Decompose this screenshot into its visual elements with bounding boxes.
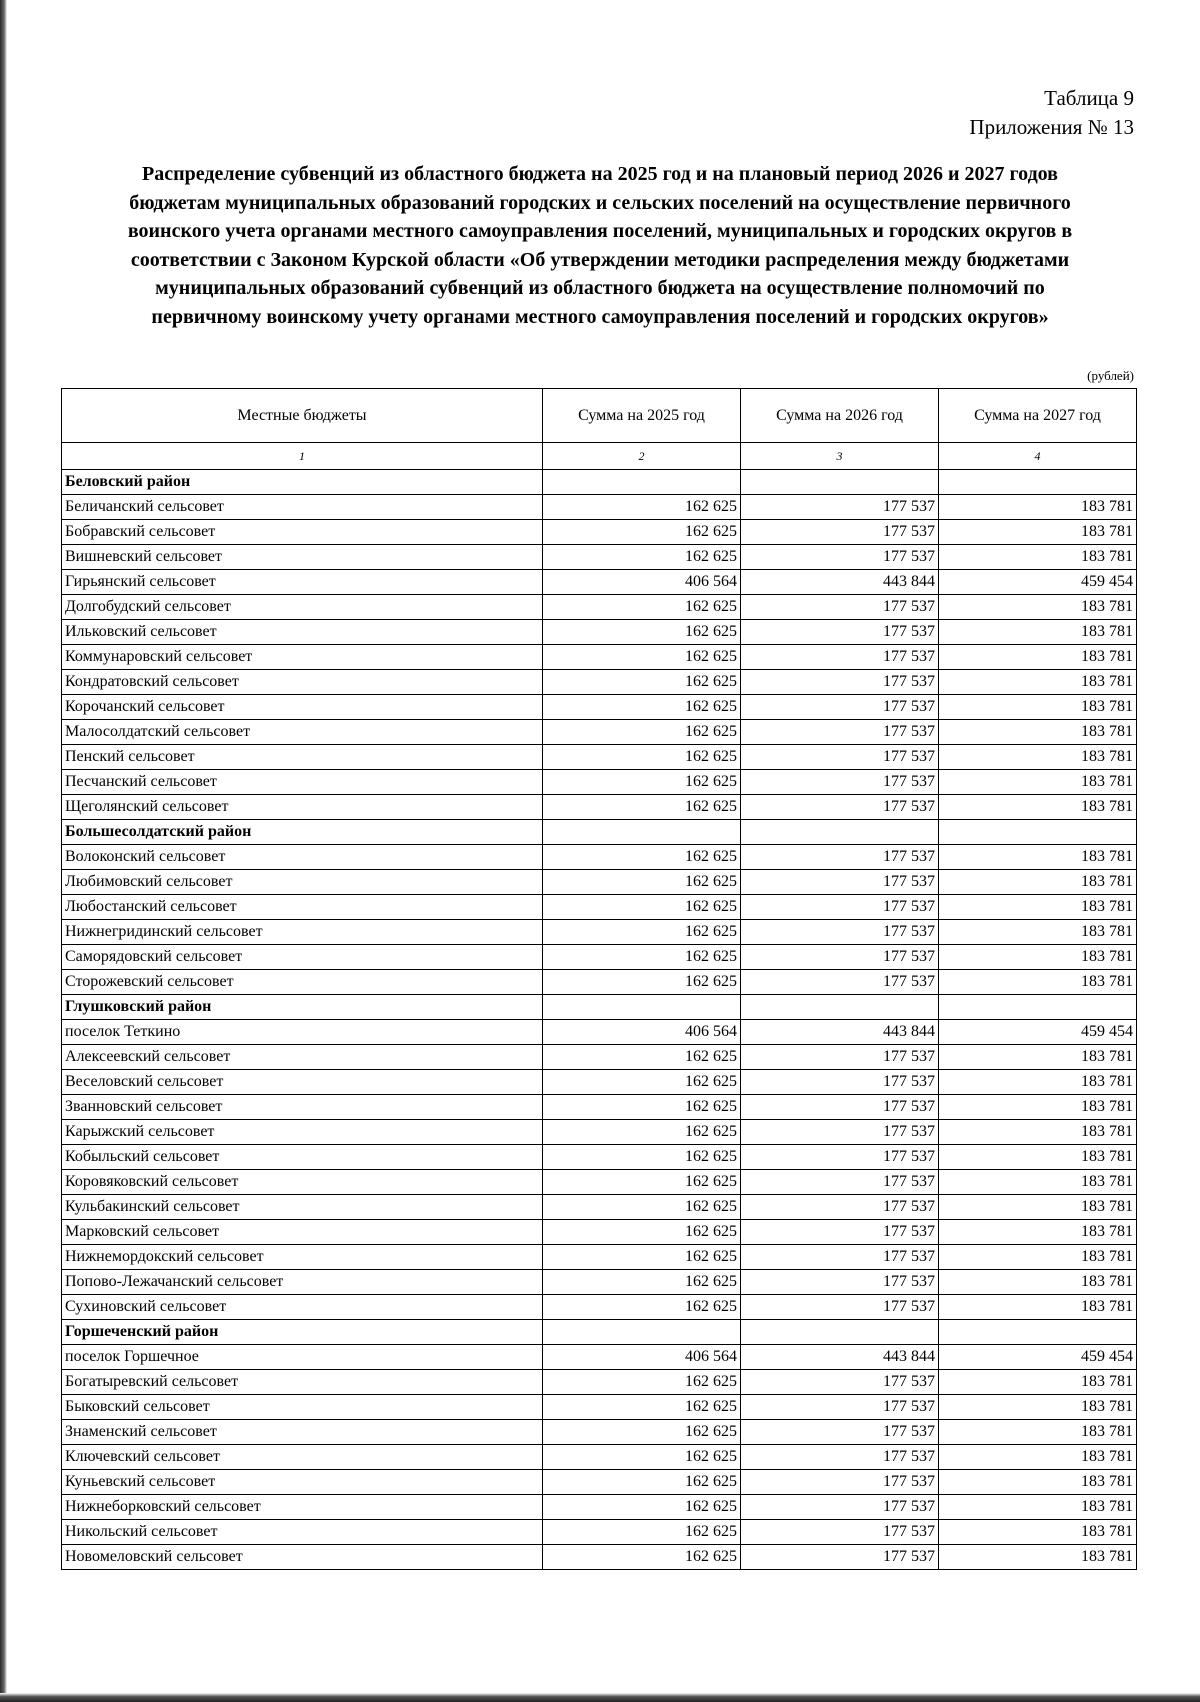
table-row: [62, 520, 1137, 545]
table-row: [62, 1020, 1137, 1045]
table-row: [62, 545, 1137, 570]
sum-2027-cell: 183 781: [939, 670, 1137, 695]
sum-2026-cell: 177 537: [741, 1470, 939, 1495]
budget-name-cell: Саморядовский сельсовет: [62, 945, 543, 970]
sum-2026-cell: 177 537: [741, 545, 939, 570]
sum-2025-cell: 162 625: [543, 1545, 741, 1570]
sum-2027-cell: [939, 470, 1137, 495]
district-row: [62, 820, 1137, 845]
table-row: [62, 1170, 1137, 1195]
sum-2026-cell: 177 537: [741, 1095, 939, 1120]
table-row: [62, 1145, 1137, 1170]
budget-name-cell: Алексеевский сельсовет: [62, 1045, 543, 1070]
table-row: [62, 1070, 1137, 1095]
sum-2026-cell: 177 537: [741, 1220, 939, 1245]
table-row: [62, 795, 1137, 820]
sum-2026-cell: 177 537: [741, 1495, 939, 1520]
sum-2026-cell: 177 537: [741, 1270, 939, 1295]
sum-2026-cell: 177 537: [741, 1395, 939, 1420]
table-row: [62, 1095, 1137, 1120]
sum-2025-cell: 162 625: [543, 920, 741, 945]
sum-2027-cell: 183 781: [939, 545, 1137, 570]
budget-name-cell: Никольский сельсовет: [62, 1520, 543, 1545]
sum-2027-cell: 183 781: [939, 1120, 1137, 1145]
sum-2027-cell: 183 781: [939, 945, 1137, 970]
budget-name-cell: Сухиновский сельсовет: [62, 1295, 543, 1320]
sum-2025-cell: 162 625: [543, 1270, 741, 1295]
appendix-number: Приложения № 13: [969, 115, 1134, 139]
sum-2025-cell: 162 625: [543, 620, 741, 645]
sum-2025-cell: 162 625: [543, 1070, 741, 1095]
sum-2027-cell: 183 781: [939, 1245, 1137, 1270]
sum-2025-cell: 162 625: [543, 1370, 741, 1395]
sum-2025-cell: [543, 820, 741, 845]
sum-2026-cell: 443 844: [741, 1345, 939, 1370]
budget-name-cell: Бобравский сельсовет: [62, 520, 543, 545]
budget-name-cell: поселок Теткино: [62, 1020, 543, 1045]
table-row: [62, 1270, 1137, 1295]
title-line: бюджетам муниципальных образований городских и сельских поселений на осуществление первичного: [129, 191, 1071, 214]
sum-2025-cell: 162 625: [543, 545, 741, 570]
column-number: 1: [62, 443, 543, 470]
sum-2026-cell: 177 537: [741, 1445, 939, 1470]
sum-2026-cell: 177 537: [741, 1170, 939, 1195]
sum-2025-cell: 162 625: [543, 970, 741, 995]
sum-2025-cell: 406 564: [543, 1020, 741, 1045]
budget-name-cell: Куньевский сельсовет: [62, 1470, 543, 1495]
table-row: [62, 1395, 1137, 1420]
sum-2025-cell: 162 625: [543, 795, 741, 820]
sum-2026-cell: 177 537: [741, 945, 939, 970]
sum-2027-cell: [939, 1320, 1137, 1345]
sum-2025-cell: 162 625: [543, 720, 741, 745]
sum-2027-cell: 183 781: [939, 920, 1137, 945]
sum-2025-cell: 162 625: [543, 1470, 741, 1495]
sum-2027-cell: 183 781: [939, 1295, 1137, 1320]
table-row: [62, 645, 1137, 670]
sum-2026-cell: 177 537: [741, 895, 939, 920]
sum-2026-cell: 177 537: [741, 620, 939, 645]
budget-name-cell: Большесолдатский район: [62, 820, 543, 845]
district-row: [62, 1320, 1137, 1345]
table-row: [62, 870, 1137, 895]
table-row: [62, 845, 1137, 870]
table-row: [62, 1220, 1137, 1245]
sum-2026-cell: 177 537: [741, 845, 939, 870]
table-row: [62, 770, 1137, 795]
sum-2027-cell: 183 781: [939, 1520, 1137, 1545]
sum-2026-cell: 177 537: [741, 1520, 939, 1545]
table-row: [62, 745, 1137, 770]
sum-2027-cell: 183 781: [939, 1095, 1137, 1120]
sum-2027-cell: 459 454: [939, 570, 1137, 595]
column-number: 4: [939, 443, 1137, 470]
sum-2025-cell: 162 625: [543, 645, 741, 670]
table-row: [62, 720, 1137, 745]
table-row: [62, 1295, 1137, 1320]
sum-2027-cell: 183 781: [939, 1470, 1137, 1495]
budget-name-cell: Быковский сельсовет: [62, 1395, 543, 1420]
title-line: соответствии с Законом Курской области «Об утверждении методики распределения между бюджетами: [130, 248, 1070, 271]
scan-edge-bottom: [0, 1693, 1200, 1702]
table-row: [62, 1045, 1137, 1070]
budget-name-cell: Знаменский сельсовет: [62, 1420, 543, 1445]
table-row: [62, 1370, 1137, 1395]
header-sum-2025: Сумма на 2025 год: [543, 389, 741, 443]
sum-2026-cell: 177 537: [741, 970, 939, 995]
sum-2026-cell: 177 537: [741, 695, 939, 720]
sum-2025-cell: 162 625: [543, 1195, 741, 1220]
sum-2025-cell: 406 564: [543, 1345, 741, 1370]
table-row: [62, 495, 1137, 520]
budget-table: [61, 388, 1137, 1570]
table-row: [62, 570, 1137, 595]
sum-2025-cell: 162 625: [543, 670, 741, 695]
sum-2027-cell: 183 781: [939, 1545, 1137, 1570]
sum-2025-cell: 162 625: [543, 595, 741, 620]
sum-2025-cell: 162 625: [543, 520, 741, 545]
budget-name-cell: Нижнеборковский сельсовет: [62, 1495, 543, 1520]
sum-2026-cell: 177 537: [741, 1370, 939, 1395]
sum-2025-cell: 162 625: [543, 1245, 741, 1270]
sum-2026-cell: 177 537: [741, 745, 939, 770]
sum-2025-cell: 162 625: [543, 1120, 741, 1145]
sum-2026-cell: [741, 995, 939, 1020]
sum-2025-cell: 162 625: [543, 1445, 741, 1470]
sum-2027-cell: 183 781: [939, 520, 1137, 545]
table-body: [62, 470, 1137, 1570]
sum-2025-cell: 162 625: [543, 1170, 741, 1195]
district-row: [62, 995, 1137, 1020]
sum-2026-cell: 443 844: [741, 570, 939, 595]
table-row: [62, 1420, 1137, 1445]
budget-name-cell: Веселовский сельсовет: [62, 1070, 543, 1095]
sum-2026-cell: 177 537: [741, 920, 939, 945]
sum-2027-cell: 183 781: [939, 1045, 1137, 1070]
header-sum-2026: Сумма на 2026 год: [741, 389, 939, 443]
table-row: [62, 1545, 1137, 1570]
budget-name-cell: Любимовский сельсовет: [62, 870, 543, 895]
budget-name-cell: Глушковский район: [62, 995, 543, 1020]
budget-name-cell: Песчанский сельсовет: [62, 770, 543, 795]
sum-2026-cell: 177 537: [741, 795, 939, 820]
sum-2026-cell: 177 537: [741, 645, 939, 670]
table-header-row: [62, 389, 1137, 443]
sum-2025-cell: 162 625: [543, 1145, 741, 1170]
table-row: [62, 945, 1137, 970]
budget-name-cell: Кульбакинский сельсовет: [62, 1195, 543, 1220]
sum-2027-cell: 183 781: [939, 870, 1137, 895]
sum-2025-cell: 162 625: [543, 1220, 741, 1245]
sum-2027-cell: 183 781: [939, 1445, 1137, 1470]
sum-2026-cell: 177 537: [741, 870, 939, 895]
sum-2026-cell: 177 537: [741, 495, 939, 520]
budget-name-cell: Ильковский сельсовет: [62, 620, 543, 645]
sum-2025-cell: 162 625: [543, 695, 741, 720]
table-row: [62, 970, 1137, 995]
sum-2025-cell: 162 625: [543, 845, 741, 870]
header-sum-2027: Сумма на 2027 год: [939, 389, 1137, 443]
column-number: 3: [741, 443, 939, 470]
sum-2026-cell: 177 537: [741, 1295, 939, 1320]
sum-2027-cell: 183 781: [939, 720, 1137, 745]
sum-2025-cell: 162 625: [543, 1420, 741, 1445]
sum-2026-cell: [741, 820, 939, 845]
sum-2025-cell: [543, 995, 741, 1020]
table-row: [62, 1195, 1137, 1220]
table-row: [62, 895, 1137, 920]
budget-name-cell: Коммунаровский сельсовет: [62, 645, 543, 670]
sum-2026-cell: [741, 470, 939, 495]
sum-2027-cell: 183 781: [939, 1170, 1137, 1195]
sum-2025-cell: 162 625: [543, 495, 741, 520]
budget-name-cell: Новомеловский сельсовет: [62, 1545, 543, 1570]
sum-2026-cell: 177 537: [741, 770, 939, 795]
budget-name-cell: Щеголянский сельсовет: [62, 795, 543, 820]
sum-2027-cell: 183 781: [939, 1370, 1137, 1395]
sum-2027-cell: 183 781: [939, 1395, 1137, 1420]
budget-name-cell: Беловский район: [62, 470, 543, 495]
sum-2026-cell: 443 844: [741, 1020, 939, 1045]
sum-2025-cell: 162 625: [543, 1495, 741, 1520]
table-row: [62, 695, 1137, 720]
budget-name-cell: Коровяковский сельсовет: [62, 1170, 543, 1195]
document-reference: [969, 84, 1134, 142]
budget-name-cell: поселок Горшечное: [62, 1345, 543, 1370]
budget-name-cell: Попово-Лежачанский сельсовет: [62, 1270, 543, 1295]
table-row: [62, 920, 1137, 945]
budget-name-cell: Вишневский сельсовет: [62, 545, 543, 570]
sum-2027-cell: 183 781: [939, 895, 1137, 920]
table-row: [62, 1345, 1137, 1370]
title-line: первичному воинскому учету органами местного самоуправления поселений и городских округов»: [151, 305, 1049, 328]
sum-2026-cell: 177 537: [741, 1045, 939, 1070]
sum-2025-cell: [543, 470, 741, 495]
column-number: 2: [543, 443, 741, 470]
sum-2027-cell: 183 781: [939, 845, 1137, 870]
column-number-row: [62, 443, 1137, 470]
table-row: [62, 1470, 1137, 1495]
units-label: (рублей): [1087, 368, 1134, 383]
budget-name-cell: Пенский сельсовет: [62, 745, 543, 770]
sum-2027-cell: 183 781: [939, 1495, 1137, 1520]
sum-2027-cell: 183 781: [939, 1145, 1137, 1170]
scan-edge-left: [0, 0, 7, 1702]
sum-2026-cell: 177 537: [741, 520, 939, 545]
district-row: [62, 470, 1137, 495]
sum-2027-cell: 183 781: [939, 1070, 1137, 1095]
table-row: [62, 620, 1137, 645]
sum-2027-cell: 183 781: [939, 695, 1137, 720]
sum-2025-cell: 162 625: [543, 1095, 741, 1120]
table-row: [62, 1120, 1137, 1145]
budget-name-cell: Марковский сельсовет: [62, 1220, 543, 1245]
sum-2027-cell: 459 454: [939, 1345, 1137, 1370]
budget-name-cell: Корочанский сельсовет: [62, 695, 543, 720]
sum-2025-cell: [543, 1320, 741, 1345]
sum-2027-cell: 183 781: [939, 745, 1137, 770]
sum-2025-cell: 162 625: [543, 870, 741, 895]
budget-name-cell: Гирьянский сельсовет: [62, 570, 543, 595]
sum-2025-cell: 162 625: [543, 770, 741, 795]
table-row: [62, 595, 1137, 620]
sum-2027-cell: 183 781: [939, 595, 1137, 620]
title-line: Распределение субвенций из областного бюджета на 2025 год и на плановый период 2026 и 2027 годов: [142, 163, 1058, 185]
sum-2026-cell: 177 537: [741, 1070, 939, 1095]
table-row: [62, 1445, 1137, 1470]
sum-2025-cell: 162 625: [543, 1520, 741, 1545]
budget-name-cell: Нижнегридинский сельсовет: [62, 920, 543, 945]
sum-2025-cell: 162 625: [543, 895, 741, 920]
table-row: [62, 670, 1137, 695]
sum-2026-cell: 177 537: [741, 1145, 939, 1170]
document-title: [70, 160, 1130, 331]
sum-2025-cell: 162 625: [543, 1295, 741, 1320]
table-number: Таблица 9: [1044, 86, 1134, 110]
sum-2027-cell: 183 781: [939, 495, 1137, 520]
budget-name-cell: Богатыревский сельсовет: [62, 1370, 543, 1395]
budget-name-cell: Кобыльский сельсовет: [62, 1145, 543, 1170]
table-row: [62, 1520, 1137, 1545]
budget-name-cell: Долгобудский сельсовет: [62, 595, 543, 620]
sum-2026-cell: 177 537: [741, 670, 939, 695]
sum-2026-cell: 177 537: [741, 1420, 939, 1445]
sum-2027-cell: 183 781: [939, 1195, 1137, 1220]
sum-2027-cell: 183 781: [939, 620, 1137, 645]
header-local-budgets: Местные бюджеты: [62, 389, 543, 443]
sum-2026-cell: 177 537: [741, 1195, 939, 1220]
sum-2026-cell: [741, 1320, 939, 1345]
budget-name-cell: Малосолдатский сельсовет: [62, 720, 543, 745]
budget-name-cell: Любостанский сельсовет: [62, 895, 543, 920]
budget-name-cell: Ключевский сельсовет: [62, 1445, 543, 1470]
sum-2027-cell: 183 781: [939, 1420, 1137, 1445]
sum-2027-cell: [939, 820, 1137, 845]
budget-name-cell: Сторожевский сельсовет: [62, 970, 543, 995]
sum-2027-cell: 183 781: [939, 795, 1137, 820]
sum-2027-cell: 183 781: [939, 645, 1137, 670]
sum-2026-cell: 177 537: [741, 720, 939, 745]
sum-2027-cell: 183 781: [939, 770, 1137, 795]
sum-2025-cell: 162 625: [543, 1395, 741, 1420]
sum-2025-cell: 162 625: [543, 745, 741, 770]
sum-2026-cell: 177 537: [741, 1545, 939, 1570]
sum-2027-cell: [939, 995, 1137, 1020]
sum-2027-cell: 459 454: [939, 1020, 1137, 1045]
sum-2027-cell: 183 781: [939, 970, 1137, 995]
sum-2026-cell: 177 537: [741, 1245, 939, 1270]
budget-name-cell: Карыжский сельсовет: [62, 1120, 543, 1145]
sum-2025-cell: 162 625: [543, 945, 741, 970]
title-line: муниципальных образований субвенций из областного бюджета на осуществление полномочий по: [155, 277, 1045, 299]
sum-2027-cell: 183 781: [939, 1270, 1137, 1295]
sum-2026-cell: 177 537: [741, 1120, 939, 1145]
budget-name-cell: Волоконский сельсовет: [62, 845, 543, 870]
budget-name-cell: Званновский сельсовет: [62, 1095, 543, 1120]
budget-name-cell: Беличанский сельсовет: [62, 495, 543, 520]
title-line: воинского учета органами местного самоуправления поселений, муниципальных и городских округов в: [127, 220, 1073, 242]
budget-name-cell: Горшеченский район: [62, 1320, 543, 1345]
sum-2025-cell: 162 625: [543, 1045, 741, 1070]
sum-2026-cell: 177 537: [741, 595, 939, 620]
sum-2025-cell: 406 564: [543, 570, 741, 595]
budget-name-cell: Кондратовский сельсовет: [62, 670, 543, 695]
sum-2027-cell: 183 781: [939, 1220, 1137, 1245]
table-row: [62, 1495, 1137, 1520]
budget-name-cell: Нижнемордокский сельсовет: [62, 1245, 543, 1270]
table-row: [62, 1245, 1137, 1270]
